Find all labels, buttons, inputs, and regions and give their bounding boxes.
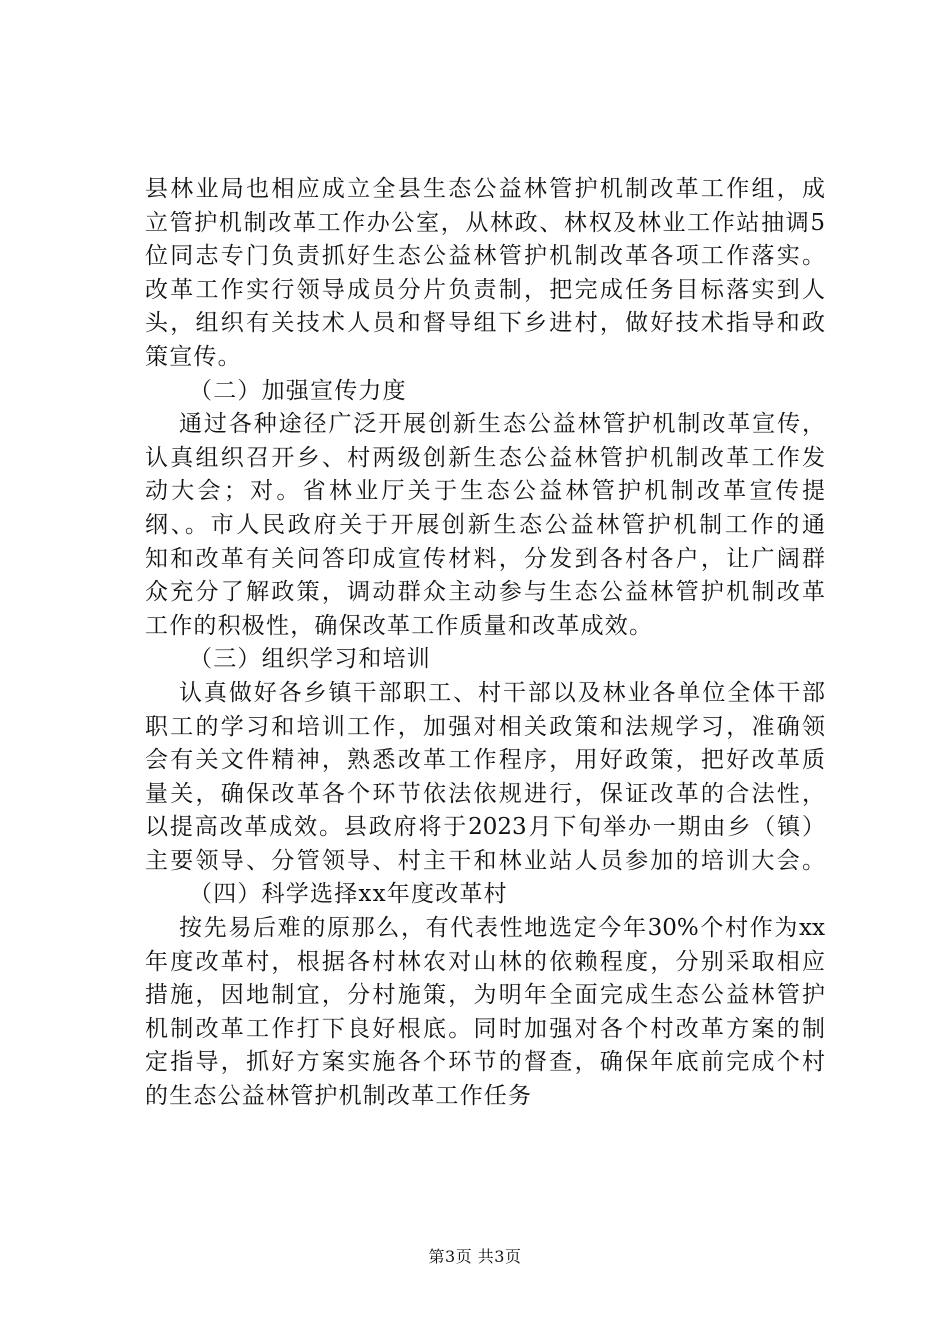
section-heading: （二）加强宣传力度 (189, 377, 407, 404)
body-line: 的生态公益林管护机制改革工作任务 (145, 1083, 533, 1110)
body-line: 纲、。市人民政府关于开展创新生态公益林管护机制工作的通 (145, 511, 825, 538)
body-line: 量关，确保改革各个环节依法依规进行，保证改革的合法性， (145, 780, 825, 807)
body-line: 策宣传。 (145, 343, 242, 370)
body-line: 动大会；对。省林业厅关于生态公益林管护机制改革宣传提 (145, 478, 825, 505)
body-line: 工作的积极性，确保改革工作质量和改革成效。 (145, 612, 654, 639)
body-line: 众充分了解政策，调动群众主动参与生态公益林管护机制改革 (145, 579, 825, 606)
page-footer: 第3页 共3页 (428, 1247, 522, 1266)
body-line: 县林业局也相应成立全县生态公益林管护机制改革工作组，成 (145, 176, 825, 202)
body-line: 位同志专门负责抓好生态公益林管护机制改革各项工作落实。 (145, 243, 825, 270)
body-line: 头，组织有关技术人员和督导组下乡进村，做好技术指导和政 (145, 310, 825, 337)
body-line: 职工的学习和培训工作，加强对相关政策和法规学习，准确领 (145, 713, 825, 740)
body-line: 定指导，抓好方案实施各个环节的督查，确保年底前完成个村 (145, 1049, 825, 1076)
document-body (145, 173, 825, 1114)
body-line: 知和改革有关问答印成宣传材料，分发到各村各户，让广阔群 (145, 545, 825, 572)
body-line: 按先易后难的原那么，有代表性地选定今年30%个村作为xx (179, 915, 825, 942)
section-heading: （三）组织学习和培训 (189, 646, 431, 673)
section-heading: （四）科学选择xx年度改革村 (189, 881, 508, 908)
body-line: 年度改革村，根据各村林农对山林的依赖程度，分别采取相应 (145, 948, 825, 975)
body-line: 主要领导、分管领导、村主干和林业站人员参加的培训大会。 (145, 847, 825, 874)
body-line: 认真做好各乡镇干部职工、村干部以及林业各单位全体干部 (179, 679, 825, 706)
body-line: 以提高改革成效。县政府将于2023月下旬举办一期由乡（镇） (145, 814, 825, 841)
body-line: 认真组织召开乡、村两级创新生态公益林管护机制改革工作发 (145, 444, 825, 471)
body-line: 措施，因地制宜，分村施策，为明年全面完成生态公益林管护 (145, 982, 825, 1009)
body-line: 改革工作实行领导成员分片负责制，把完成任务目标落实到人 (145, 276, 825, 303)
body-line: 立管护机制改革工作办公室，从林政、林权及林业工作站抽调5 (145, 209, 825, 236)
body-line: 机制改革工作打下良好根底。同时加强对各个村改革方案的制 (145, 1015, 825, 1042)
body-line: 通过各种途径广泛开展创新生态公益林管护机制改革宣传， (179, 411, 825, 438)
body-line: 会有关文件精神，熟悉改革工作程序，用好政策，把好改革质 (145, 747, 825, 774)
